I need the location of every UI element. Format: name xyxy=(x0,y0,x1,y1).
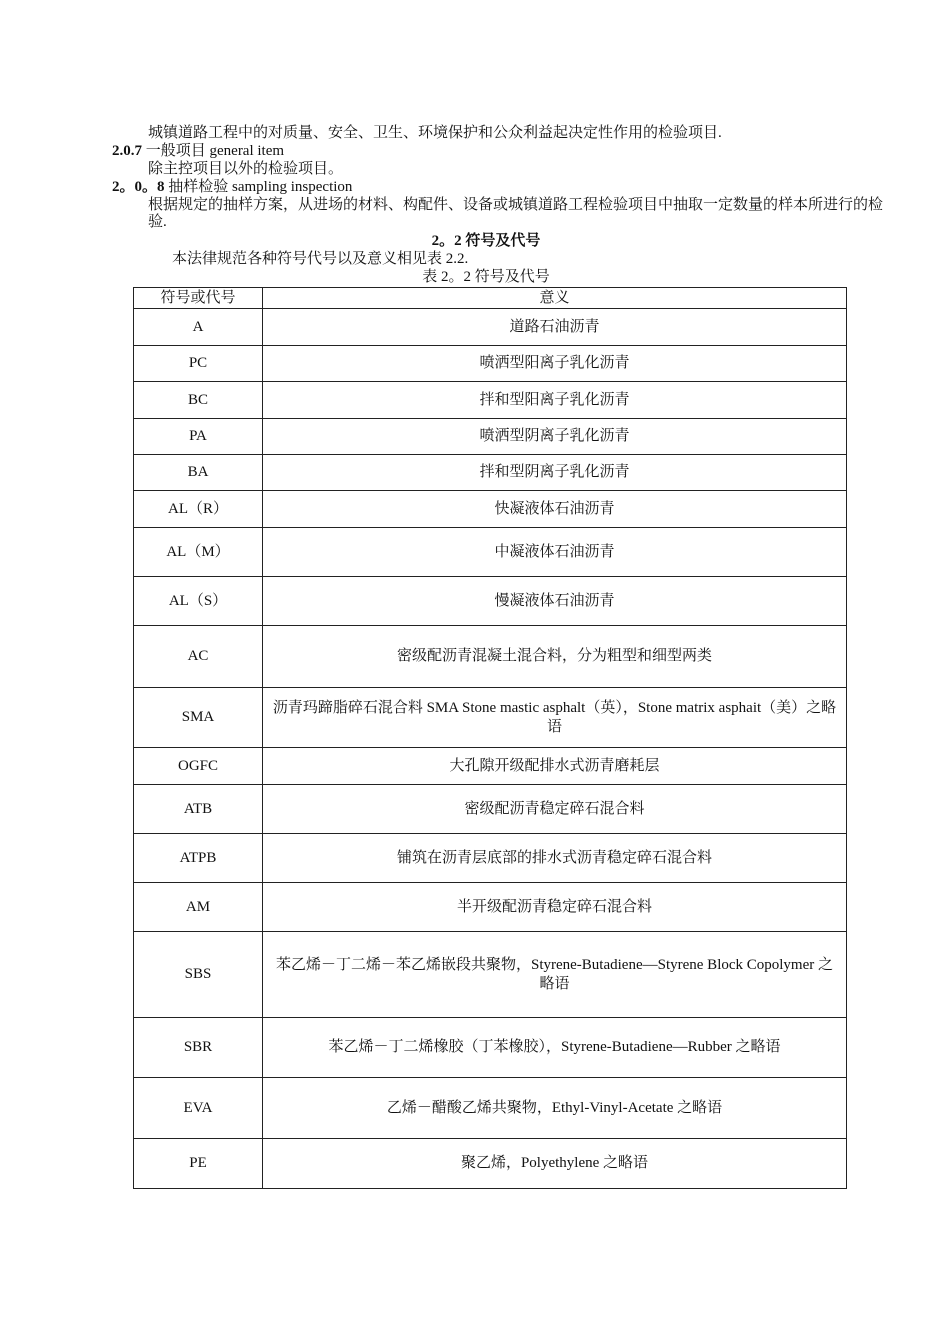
meaning-cell: 快凝液体石油沥青 xyxy=(263,491,847,528)
table-row xyxy=(134,1018,847,1078)
table-row xyxy=(134,932,847,1018)
meaning-cell: 中凝液体石油沥青 xyxy=(263,528,847,577)
table-row xyxy=(134,419,847,455)
table-row xyxy=(134,309,847,346)
code-cell: AC xyxy=(134,626,263,688)
code-cell: OGFC xyxy=(134,748,263,785)
table-row xyxy=(134,382,847,419)
table-row xyxy=(134,785,847,834)
code-cell: ATB xyxy=(134,785,263,834)
code-cell: AL（R） xyxy=(134,491,263,528)
heading-2-0-7-text: 一般项目 general item xyxy=(142,143,285,159)
code-cell: BA xyxy=(134,455,263,491)
meaning-cell: 苯乙烯－丁二烯－苯乙烯嵌段共聚物，Styrene-Butadiene—Styrene Block Copolymer 之略语 xyxy=(263,932,847,1018)
symbols-table xyxy=(133,287,847,1189)
table-row xyxy=(134,528,847,577)
code-cell: SBS xyxy=(134,932,263,1018)
meaning-cell: 道路石油沥青 xyxy=(263,309,847,346)
heading-2-0-8 xyxy=(112,179,860,196)
code-cell: PC xyxy=(134,346,263,382)
meaning-cell: 沥青玛蹄脂碎石混合料 SMA Stone mastic asphalt（英），Stone matrix asphait（美）之略语 xyxy=(263,688,847,748)
table-row xyxy=(134,834,847,883)
meaning-cell: 拌和型阳离子乳化沥青 xyxy=(263,382,847,419)
table-row xyxy=(134,688,847,748)
meaning-cell: 苯乙烯－丁二烯橡胶（丁苯橡胶），Styrene-Butadiene—Rubber 之略语 xyxy=(263,1018,847,1078)
table-row xyxy=(134,1078,847,1139)
code-cell: PA xyxy=(134,419,263,455)
code-cell: PE xyxy=(134,1139,263,1189)
meaning-cell: 大孔隙开级配排水式沥青磨耗层 xyxy=(263,748,847,785)
meaning-cell: 半开级配沥青稳定碎石混合料 xyxy=(263,883,847,932)
code-cell: SBR xyxy=(134,1018,263,1078)
table-header-row xyxy=(134,288,847,309)
meaning-cell: 乙烯－醋酸乙烯共聚物，Ethyl-Vinyl-Acetate 之略语 xyxy=(263,1078,847,1139)
paragraph-sampling-definition: 根据规定的抽样方案，从进场的材料、构配件、设备或城镇道路工程检验项目中抽取一定数量的样本所进行的检验. xyxy=(148,197,884,230)
paragraph-general-item-definition: 除主控项目以外的检验项目。 xyxy=(148,161,344,177)
section-intro: 本法律规范各种符号代号以及意义相见表 2.2. xyxy=(172,251,469,267)
table-row xyxy=(134,346,847,382)
heading-2-0-8-text: 抽样检验 sampling inspection xyxy=(164,179,353,195)
table-row xyxy=(134,1139,847,1189)
table-row xyxy=(134,883,847,932)
table-row xyxy=(134,626,847,688)
meaning-cell: 密级配沥青稳定碎石混合料 xyxy=(263,785,847,834)
header-meaning: 意义 xyxy=(263,288,847,309)
meaning-cell: 拌和型阴离子乳化沥青 xyxy=(263,455,847,491)
section-title: 2。2 符号及代号 xyxy=(431,233,541,249)
meaning-cell: 喷洒型阳离子乳化沥青 xyxy=(263,346,847,382)
paragraph-main-control-definition: 城镇道路工程中的对质量、安全、卫生、环境保护和公众利益起决定性作用的检验项目. xyxy=(148,125,722,141)
table-row xyxy=(134,748,847,785)
code-cell: SMA xyxy=(134,688,263,748)
code-cell: A xyxy=(134,309,263,346)
heading-2-0-7-number: 2.0.7 xyxy=(112,143,142,159)
header-code: 符号或代号 xyxy=(134,288,263,309)
table-row xyxy=(134,491,847,528)
table-row xyxy=(134,577,847,626)
code-cell: EVA xyxy=(134,1078,263,1139)
meaning-cell: 喷洒型阴离子乳化沥青 xyxy=(263,419,847,455)
code-cell: AL（S） xyxy=(134,577,263,626)
meaning-cell: 铺筑在沥青层底部的排水式沥青稳定碎石混合料 xyxy=(263,834,847,883)
table-caption: 表 2。2 符号及代号 xyxy=(422,269,550,285)
meaning-cell: 聚乙烯，Polyethylene 之略语 xyxy=(263,1139,847,1189)
heading-2-0-8-number: 2。0。8 xyxy=(112,179,165,195)
code-cell: AM xyxy=(134,883,263,932)
code-cell: ATPB xyxy=(134,834,263,883)
meaning-cell: 慢凝液体石油沥青 xyxy=(263,577,847,626)
meaning-cell: 密级配沥青混凝土混合料，分为粗型和细型两类 xyxy=(263,626,847,688)
heading-2-0-7 xyxy=(112,143,860,160)
table-row xyxy=(134,455,847,491)
code-cell: AL（M） xyxy=(134,528,263,577)
code-cell: BC xyxy=(134,382,263,419)
